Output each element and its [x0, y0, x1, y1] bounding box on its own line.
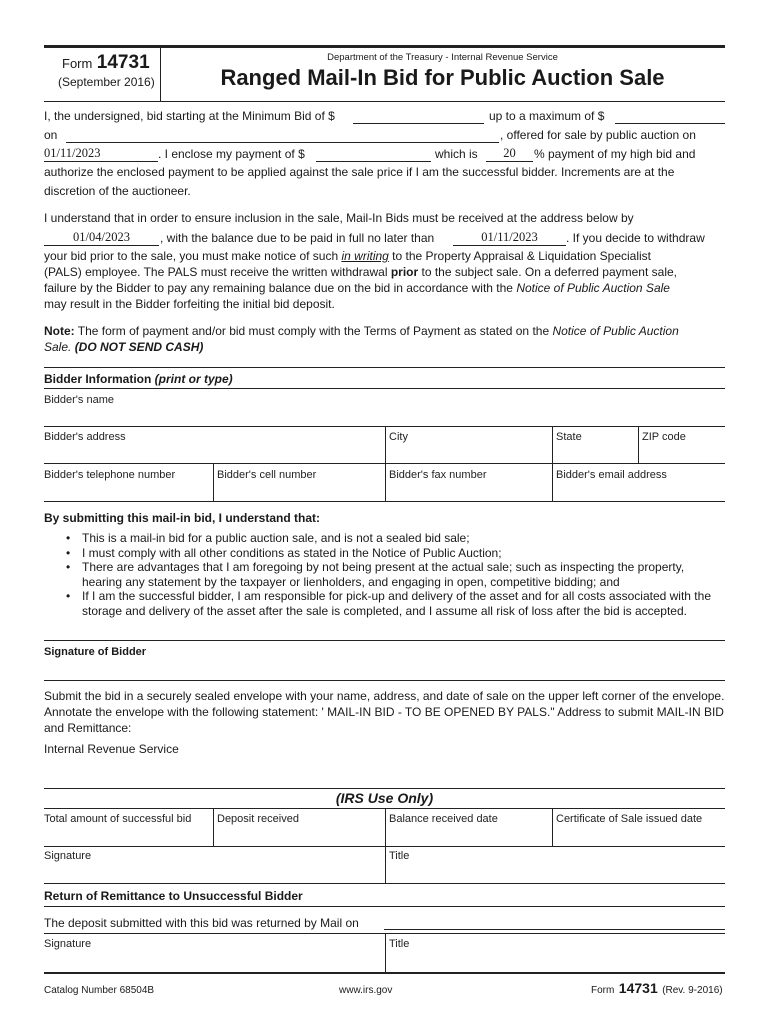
balance-date-field [453, 245, 566, 246]
certificate-input[interactable] [556, 826, 724, 846]
note-line1: Note: The form of payment and/or bid must comply with the Terms of Payment as stated on the Notice of Public Auction [44, 324, 679, 338]
list-item: • There are advantages that I am foregoing by not being present at the actual sale; such as inspecting the property, hearing any statement by the taxpayer or lienholders, and engaging in open, competitive bidding; and [66, 560, 726, 589]
bidder-address-label: Bidder's address [44, 431, 126, 443]
city-input[interactable] [389, 443, 551, 463]
p1-line5: discretion of the auctioneer. [44, 184, 191, 198]
signature-bidder-label: Signature of Bidder [44, 646, 147, 658]
p1-on: on [44, 128, 58, 142]
remit-deposit-text: The deposit submitted with this bid was returned by Mail on [44, 916, 359, 930]
p1-pct: % payment of my high bid and [534, 147, 696, 161]
irs-address: Internal Revenue Service [44, 742, 179, 756]
sale-date-field [44, 161, 158, 162]
balance-date-value[interactable]: 01/11/2023 [481, 230, 538, 244]
form-word: Form [62, 56, 93, 71]
page-title: Ranged Mail-In Bid for Public Auction Sale [220, 65, 665, 90]
list-item: • I must comply with all other conditions as stated in the Notice of Public Auction; [66, 546, 726, 561]
p2-line3: your bid prior to the sale, you must make notice of such in writing to the Property Appraisal & Liquidation Specialist [44, 249, 651, 263]
irs-heading: (IRS Use Only) [335, 790, 434, 806]
footer-rule [44, 972, 725, 974]
balance-received-input[interactable] [389, 826, 551, 846]
irs-title-label: Title [389, 850, 410, 862]
remit-title-input[interactable] [389, 951, 724, 971]
email-input[interactable] [556, 481, 724, 501]
percent-field [486, 161, 533, 162]
header-top-rule [44, 45, 725, 48]
bidder-name-input[interactable] [44, 405, 725, 425]
p1-which: which is [435, 147, 478, 161]
phone-label: Bidder's telephone number [44, 469, 176, 481]
total-bid-input[interactable] [44, 826, 212, 846]
min-bid-field[interactable] [353, 123, 484, 124]
remit-title-label: Title [389, 938, 410, 950]
signature-bottom-rule [44, 680, 725, 681]
total-bid-label: Total amount of successful bid [44, 813, 192, 825]
understand-heading: By submitting this mail-in bid, I understand that: [44, 511, 320, 525]
form-id [62, 52, 150, 74]
p1-start: I, the undersigned, bid starting at the Minimum Bid of $ [44, 109, 335, 123]
bidder-address-input[interactable] [44, 443, 384, 463]
p2-line4: (PALS) employee. The PALS must receive the written withdrawal prior to the subject sale. On a deferred payment sale, [44, 265, 677, 279]
deposit-received-label: Deposit received [217, 813, 299, 825]
bidder-heading: Bidder Information (print or type) [44, 372, 233, 386]
p2-line6: may result in the Bidder forfeiting the initial bid deposit. [44, 297, 335, 311]
zip-label: ZIP code [642, 431, 686, 443]
irs-url: www.irs.gov [339, 985, 393, 996]
sale-date-value[interactable]: 01/11/2023 [44, 146, 101, 160]
balance-received-label: Balance received date [389, 813, 498, 825]
p1-enclose: . I enclose my payment of $ [158, 147, 305, 161]
received-date-value[interactable]: 01/04/2023 [73, 230, 130, 244]
fax-input[interactable] [389, 481, 551, 501]
understand-list [66, 531, 726, 619]
remit-signature-label: Signature [44, 938, 92, 950]
footer-form-id: Form 14731 (Rev. 9-2016) [591, 980, 723, 996]
bidder-name-label: Bidder's name [44, 394, 114, 406]
phone-input[interactable] [44, 481, 212, 501]
note-line2: Sale. (DO NOT SEND CASH) [44, 340, 204, 354]
list-item: • This is a mail-in bid for a public auction sale, and is not a sealed bid sale; [66, 531, 726, 546]
fax-label: Bidder's fax number [389, 469, 487, 481]
bidder-top-rule [44, 367, 725, 368]
max-bid-field[interactable] [615, 123, 725, 124]
state-input[interactable] [556, 443, 636, 463]
p2-balance: , with the balance due to be paid in full no later than [160, 231, 435, 245]
payment-field[interactable] [316, 161, 431, 162]
property-field[interactable] [66, 142, 499, 143]
deposit-received-input[interactable] [217, 826, 384, 846]
irs-top-rule [44, 788, 725, 789]
city-label: City [389, 431, 408, 443]
form-date: (September 2016) [58, 75, 155, 89]
row-rule-3 [44, 501, 725, 502]
cell-input[interactable] [217, 481, 384, 501]
department: Department of the Treasury - Internal Revenue Service [327, 52, 558, 63]
p1-max: up to a maximum of $ [489, 109, 605, 123]
cell-label: Bidder's cell number [217, 469, 317, 481]
received-date-field [44, 245, 159, 246]
p2-line5: failure by the Bidder to pay any remaining balance due on the bid in accordance with the Notice of Public Auction Sale [44, 281, 670, 295]
signature-top-rule [44, 640, 725, 641]
irs-signature-label: Signature [44, 850, 92, 862]
zip-input[interactable] [642, 443, 724, 463]
email-label: Bidder's email address [556, 469, 667, 481]
submit-instructions: Submit the bid in a securely sealed envelope with your name, address, and date of sale on the upper left corner of the envelope. Annotate the envelope with the following statement: ' MAIL-IN BID - TO BE OPENED BY PALS." Address to submit MAIL-IN BID and Remittance: [44, 689, 725, 735]
irs-title-input[interactable] [389, 863, 724, 883]
returned-date-field[interactable] [384, 929, 725, 930]
state-label: State [556, 431, 582, 443]
form-number: 14731 [96, 52, 150, 73]
remit-signature-input[interactable] [44, 951, 384, 971]
p1-offered: , offered for sale by public auction on [500, 128, 696, 142]
list-item: • If I am the successful bidder, I am responsible for pick-up and delivery of the asset and for all costs associated with the storage and delivery of the asset after the sale is completed, and I assume all risk of loss after the bid is accepted. [66, 589, 726, 618]
certificate-label: Certificate of Sale issued date [556, 813, 703, 825]
remit-heading: Return of Remittance to Unsuccessful Bidder [44, 889, 303, 903]
bidder-heading-rule [44, 388, 725, 389]
irs-signature-input[interactable] [44, 863, 384, 883]
signature-bidder-input[interactable] [44, 659, 725, 679]
percent-value[interactable]: 20 [503, 146, 516, 160]
p1-line4: authorize the enclosed payment to be applied against the sale price if I am the successful bidder. Increments are at the [44, 165, 675, 179]
catalog-number: Catalog Number 68504B [44, 985, 155, 996]
p2-withdraw: . If you decide to withdraw [566, 231, 705, 245]
header-bottom-rule [44, 101, 725, 102]
p2-line1: I understand that in order to ensure inclusion in the sale, Mail-In Bids must be received at the address below by [44, 211, 634, 225]
